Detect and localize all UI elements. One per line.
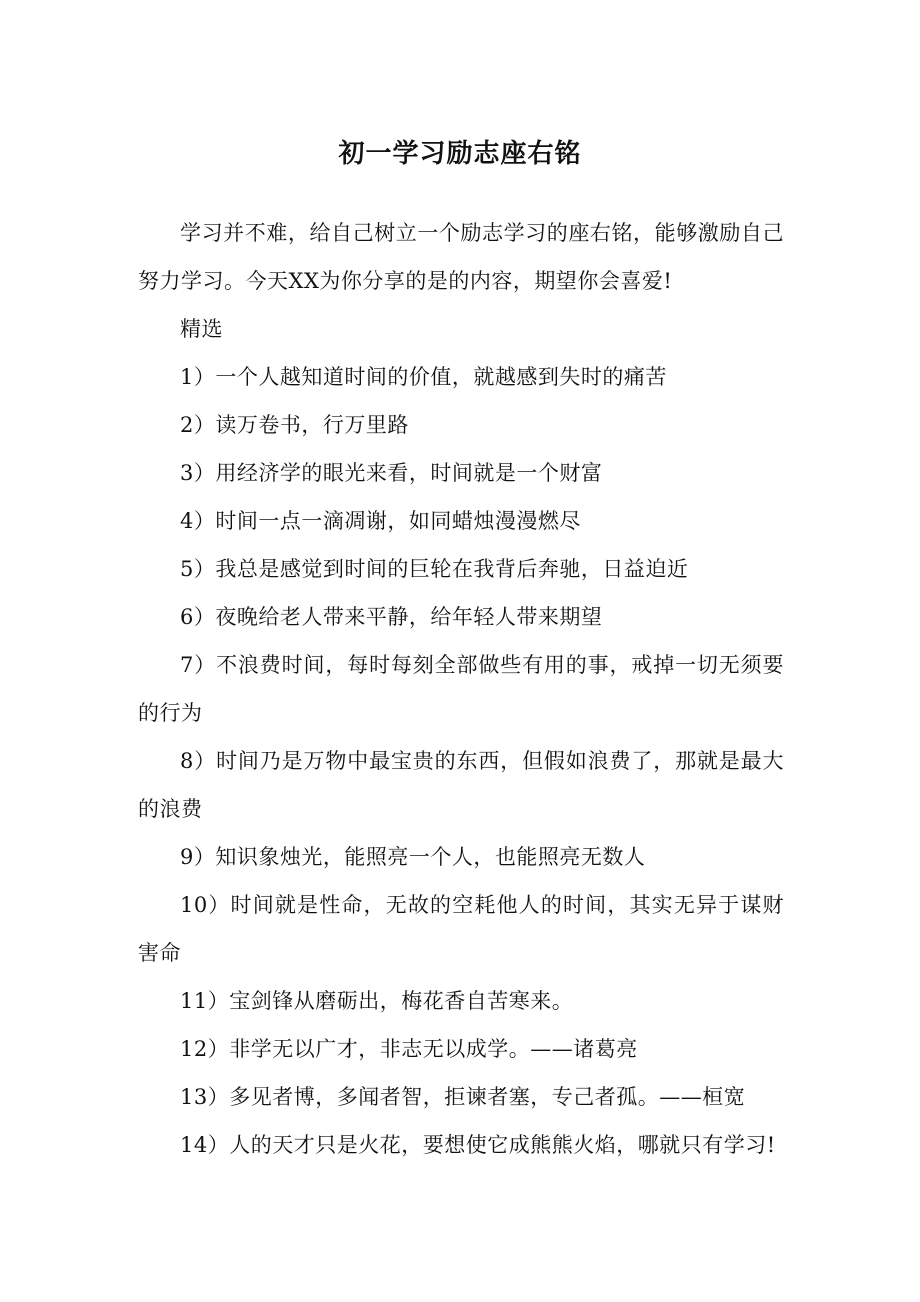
document-body bbox=[138, 209, 784, 1169]
quote-item: 7）不浪费时间，每时每刻全部做些有用的事，戒掉一切无须要的行为 bbox=[138, 653, 784, 725]
quote-item: 11）宝剑锋从磨砺出，梅花香自苦寒来。 bbox=[180, 989, 574, 1013]
quote-item: 5）我总是感觉到时间的巨轮在我背后奔驰，日益迫近 bbox=[180, 557, 689, 581]
intro-paragraph: 学习并不难，给自己树立一个励志学习的座右铭，能够激励自己努力学习。今天XX为你分享的是的内容，期望你会喜爱! bbox=[138, 221, 784, 293]
quote-item: 14）人的天才只是火花，要想使它成熊熊火焰，哪就只有学习! bbox=[180, 1133, 776, 1157]
quote-item: 8）时间乃是万物中最宝贵的东西，但假如浪费了，那就是最大的浪费 bbox=[138, 749, 784, 821]
quote-item: 4）时间一点一滴凋谢，如同蜡烛漫漫燃尽 bbox=[180, 509, 581, 533]
quote-item: 9）知识象烛光，能照亮一个人，也能照亮无数人 bbox=[180, 845, 646, 869]
quote-item: 12）非学无以广才，非志无以成学。——诸葛亮 bbox=[180, 1037, 638, 1061]
quote-list bbox=[138, 353, 784, 1169]
section-label: 精选 bbox=[180, 317, 223, 341]
quote-item: 6）夜晚给老人带来平静，给年轻人带来期望 bbox=[180, 605, 603, 629]
quote-item: 2）读万卷书，行万里路 bbox=[180, 413, 409, 437]
quote-item: 3）用经济学的眼光来看，时间就是一个财富 bbox=[180, 461, 603, 485]
quote-item: 10）时间就是性命，无故的空耗他人的时间，其实无异于谋财害命 bbox=[138, 893, 784, 965]
document-title: 初一学习励志座右铭 bbox=[338, 139, 582, 170]
quote-item: 1）一个人越知道时间的价值，就越感到失时的痛苦 bbox=[180, 365, 667, 389]
quote-item: 13）多见者博，多闻者智，拒谏者塞，专己者孤。——桓宽 bbox=[180, 1085, 746, 1109]
